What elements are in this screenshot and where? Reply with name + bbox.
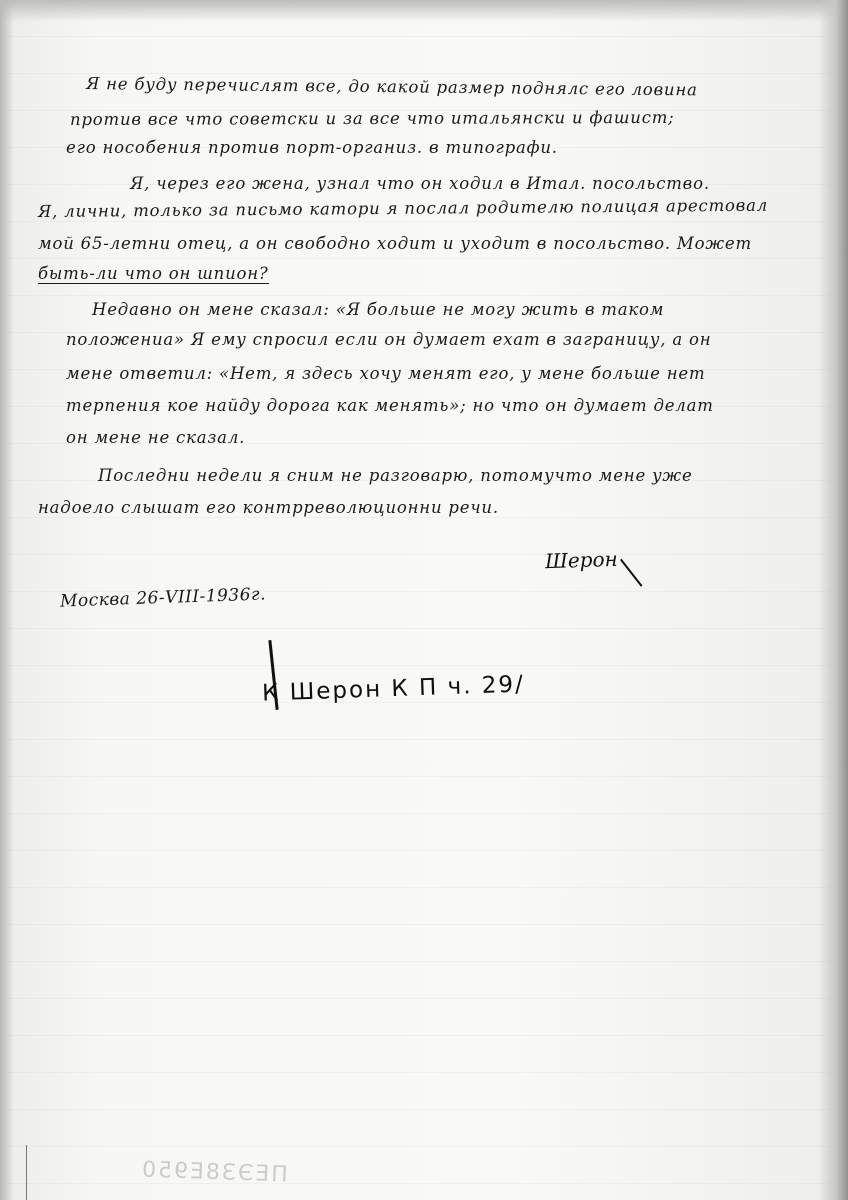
- letter-line: надоело слышат его контрреволюционни речи.: [38, 498, 499, 517]
- letter-line: терпения кое найду дорога как менять»; но что он думает делат: [66, 396, 714, 415]
- signature: Шерон: [544, 546, 619, 574]
- letter-line: мой 65-летни отец, а он свободно ходит и уходит в посольство. Может: [38, 234, 752, 253]
- letter-line: против все что советски и за все что итальянски и фашист;: [69, 107, 675, 129]
- place-and-date: Москва 26-VIII-1936г.: [59, 584, 267, 612]
- letter-line: положениа» Я ему спросил если он думает ехат в заграницу, а он: [66, 330, 712, 349]
- letter-line-underlined: быть-ли что он шпион?: [38, 264, 269, 283]
- scan-edge-left: [0, 0, 14, 1200]
- letter-line: мене ответил: «Нет, я здесь хочу менят его, у мене больше нет: [66, 364, 706, 383]
- scan-edge-right: [818, 0, 848, 1200]
- letter-line: Последни недели я сним не разговарю, потомучто мене уже: [98, 466, 693, 485]
- scan-edge-top: [0, 0, 848, 22]
- letter-line: Я, лични, только за письмо катори я послал родителю полицая арестовал: [37, 195, 769, 221]
- signature-flourish: [620, 559, 643, 587]
- archive-annotation: К Шерон К П ч. 29/: [261, 671, 526, 707]
- letter-line: Я не буду перечислят все, до какой размер поднялс его ловина: [85, 74, 698, 100]
- letter-line: он мене не сказал.: [66, 428, 246, 447]
- bleed-through-stamp: ПЕЭЗ8Е950: [139, 1157, 289, 1188]
- letter-line: его нособения против порт-организ. в типографи.: [66, 138, 558, 157]
- letter-line: Я, через его жена, узнал что он ходил в Итал. посольство.: [130, 174, 710, 193]
- letter-line: Недавно он мене сказал: «Я больше не могу жить в таком: [92, 300, 665, 319]
- margin-line: [26, 1145, 27, 1200]
